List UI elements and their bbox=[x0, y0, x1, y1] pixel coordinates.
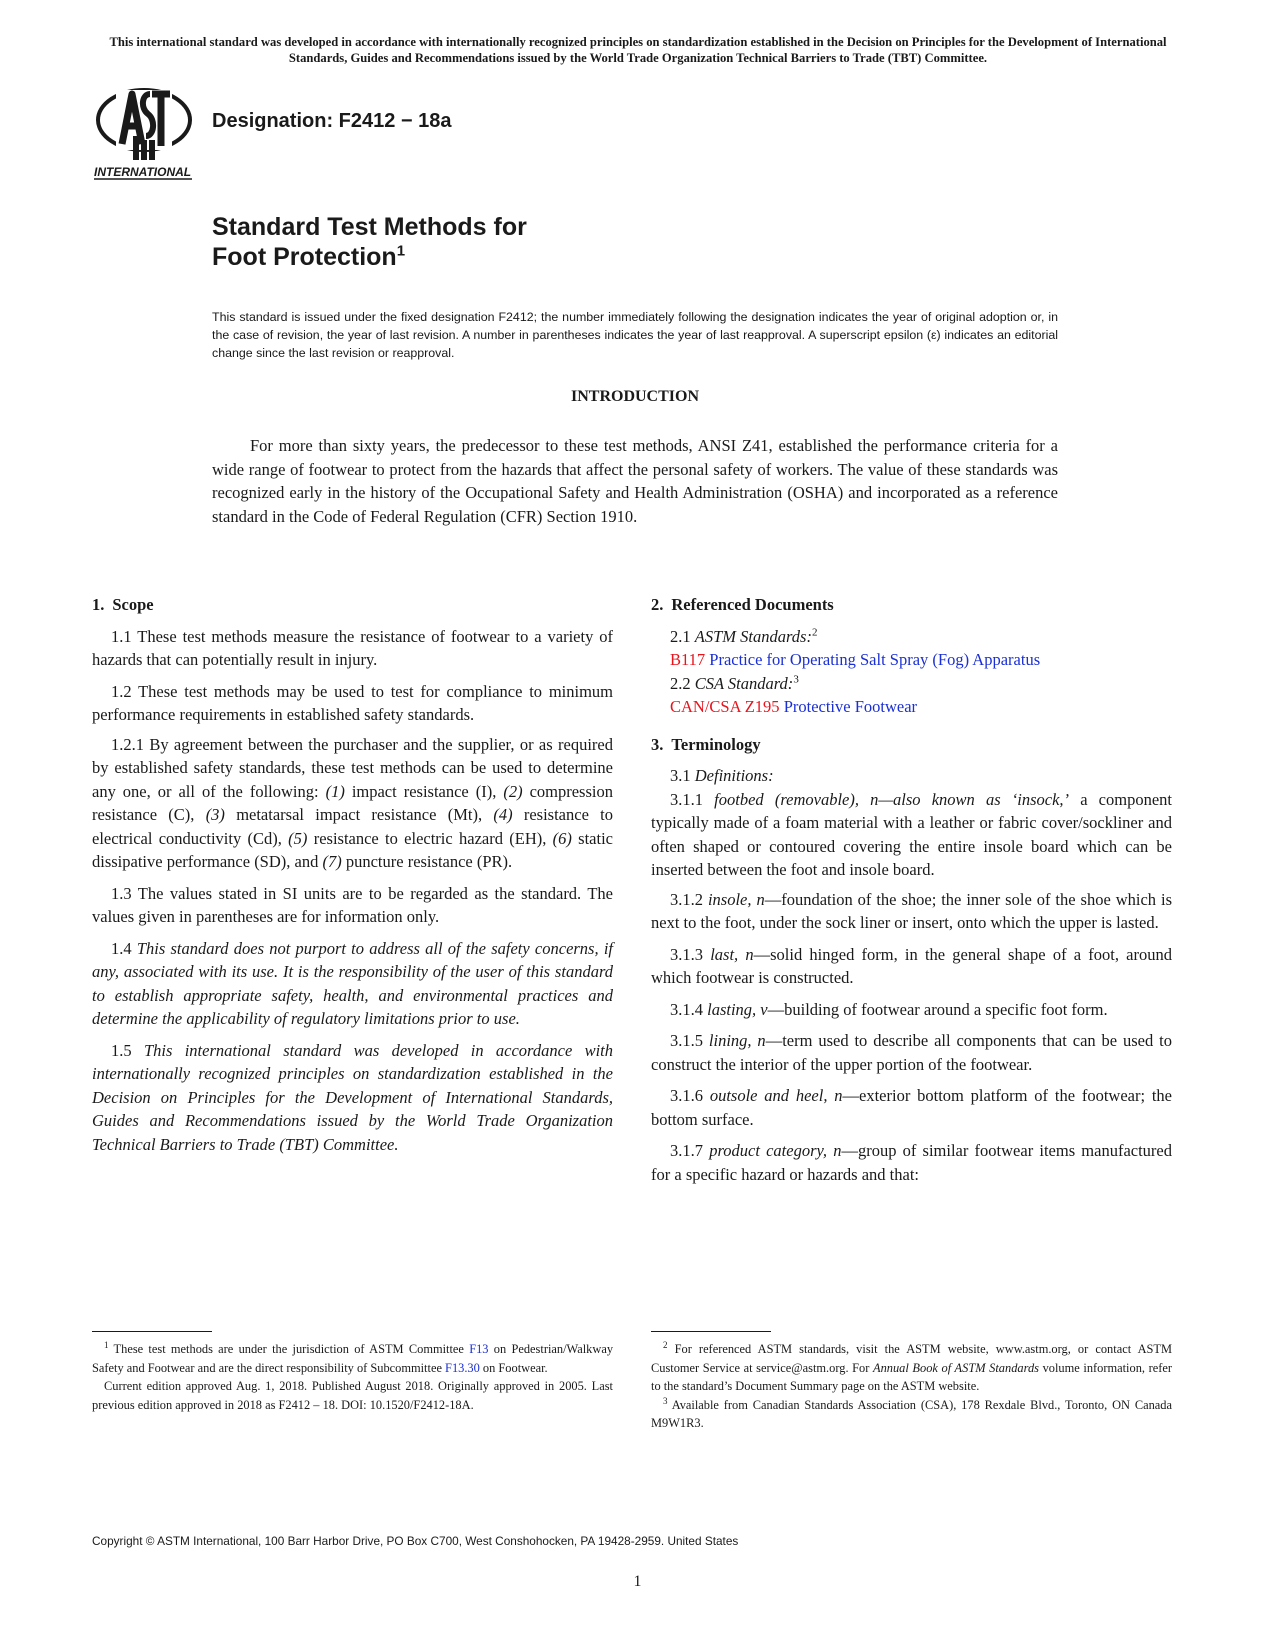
footnote-3-mark: 3 bbox=[663, 1395, 668, 1406]
list-text: impact resistance (I), bbox=[344, 781, 504, 801]
list-text: puncture resistance (PR). bbox=[341, 852, 513, 871]
footnote-3-text: Available from Canadian Standards Association (CSA), 178 Rexdale Blvd., Toronto, ON Canada M9W1R3. bbox=[651, 1397, 1172, 1430]
copyright: Copyright © ASTM International, 100 Barr Harbor Drive, PO Box C700, West Conshohocken, PA 19428-2959. United States bbox=[92, 1534, 739, 1548]
introduction-heading: INTRODUCTION bbox=[570, 388, 699, 405]
definitions-number: 3.1 bbox=[670, 766, 695, 785]
definition-term: product category, n bbox=[709, 1141, 842, 1160]
definition-text: —exterior bottom platform of the footwear; the bottom surface. bbox=[651, 1086, 1173, 1129]
right-column bbox=[651, 593, 1172, 1194]
designation: Designation: F2412 − 18a bbox=[212, 110, 452, 132]
definition-term: insole, n bbox=[707, 889, 765, 909]
definition-number: 3.1.7 bbox=[670, 1141, 710, 1160]
footnote-3 bbox=[651, 1396, 1172, 1433]
footnote-2-mark: 2 bbox=[663, 1339, 668, 1350]
issue-note: This standard is issued under the fixed designation F2412; the number immediately following the designation indicates the year of original adoption or, in the case of revision, the year of last revision. A number in parentheses indicates the year of last reapproval. A superscript epsilon (ε) indicates an editorial change since the last revision or reapproval. bbox=[212, 310, 1058, 360]
definition-3-1-3 bbox=[651, 943, 1172, 990]
footnote-2-text: volume information, refer to the standard’s Document Summary page on the ASTM website. bbox=[651, 1360, 1172, 1393]
csa-standard-number: 2.2 bbox=[670, 673, 695, 693]
title-line-2-text: Foot Protection bbox=[212, 243, 397, 271]
definition-number: 3.1.6 bbox=[670, 1086, 710, 1105]
definition-term: footbed (removable), n—also known as ‘insock,’ bbox=[714, 789, 1070, 809]
terminology-title: Terminology bbox=[671, 734, 761, 754]
definition-term: last, n bbox=[710, 944, 754, 964]
list-text: metatarsal impact resistance (Mt), bbox=[224, 805, 494, 824]
definition-number: 3.1.3 bbox=[670, 944, 711, 964]
definition-3-1-2 bbox=[651, 888, 1172, 935]
footnote-rule-left bbox=[92, 1331, 212, 1332]
footnote-1-mark: 1 bbox=[104, 1339, 109, 1350]
title-footnote-mark[interactable]: 1 bbox=[396, 242, 406, 260]
section-1-4-text: This standard does not purport to address all of the safety concerns, if any, associated with its use. It is the responsibility of the user of this standard to establish appropriate safety, health, and environmental practices and determine the applicability of regulatory limitations prior to use. bbox=[92, 938, 613, 1028]
page-number: 1 bbox=[633, 1573, 642, 1590]
definition-number: 3.1.4 bbox=[670, 999, 708, 1019]
terminology-heading bbox=[651, 733, 1172, 757]
list-num: (3) bbox=[205, 805, 225, 824]
definition-term: outsole and heel, n bbox=[709, 1086, 843, 1105]
footnote-ref-2[interactable]: 2 bbox=[811, 626, 818, 638]
definitions-label bbox=[651, 764, 1172, 788]
definition-term: lasting, v bbox=[707, 999, 768, 1019]
definition-text: —term used to describe all components that can be used to construct the interior of the upper portion of the footwear. bbox=[651, 1031, 1172, 1074]
footnote-1-text: on Footwear. bbox=[479, 1360, 548, 1375]
reference-b117 bbox=[651, 648, 1172, 672]
list-num: (6) bbox=[552, 828, 572, 848]
section-1-3: 1.3 The values stated in SI units are to be regarded as the standard. The values given in parentheses are for information only. bbox=[92, 883, 613, 926]
list-text: resistance to electrical conductivity (Cd), bbox=[92, 805, 613, 848]
section-1-1: 1.1 These test methods measure the resistance of footwear to a variety of hazards that can potentially result in injury. bbox=[92, 626, 613, 669]
definitions-text: Definitions: bbox=[694, 766, 774, 785]
scope-heading bbox=[92, 593, 613, 617]
section-1-5-number: 1.5 bbox=[111, 1040, 144, 1060]
document-title bbox=[212, 212, 527, 272]
top-notice: This international standard was developed in accordance with internationally recognized principles on standardization established in the Decision on Principles for the Development of International Standards, Guides and Recommendations issued by the World Trade Organization Technical Barriers to Trade (TBT) Committee. bbox=[109, 35, 1167, 65]
title-line-2 bbox=[212, 242, 527, 272]
list-num: (5) bbox=[288, 828, 308, 848]
definition-text: —building of footwear around a specific foot form. bbox=[767, 999, 1108, 1019]
referenced-documents-title: Referenced Documents bbox=[671, 595, 834, 614]
section-1-4 bbox=[92, 937, 613, 1031]
list-num: (2) bbox=[503, 781, 523, 801]
introduction-text: For more than sixty years, the predecessor to these test methods, ANSI Z41, established the performance criteria for a wide range of footwear to protect from the hazards that affect the personal safety of workers. The value of these standards was recognized early in the history of the Occupational Safety and Health Administration (OSHA) and incorporated as a reference standard in the Code of Federal Regulation (CFR) Section 1910. bbox=[212, 436, 1058, 526]
list-text: compression resistance (C), bbox=[92, 781, 613, 824]
definition-term: lining, n bbox=[708, 1031, 766, 1050]
definition-text: —solid hinged form, in the general shape of a foot, around which footwear is constructed. bbox=[651, 944, 1172, 987]
referenced-documents-heading bbox=[651, 593, 1172, 617]
definition-3-1-1 bbox=[651, 788, 1172, 882]
astm-logo-icon bbox=[92, 84, 196, 180]
definition-3-1-5 bbox=[651, 1029, 1172, 1076]
footnote-1-text: on Pedestrian/Walkway Safety and Footwear and are the direct responsibility of Subcommittee bbox=[92, 1342, 614, 1375]
referenced-documents-number: 2. bbox=[651, 595, 664, 614]
footnote-rule-right bbox=[651, 1331, 771, 1332]
definition-number: 3.1.5 bbox=[670, 1031, 709, 1050]
astm-standards-number: 2.1 bbox=[670, 626, 695, 646]
section-1-5-text: This international standard was developed in accordance with internationally recognized principles on standardization established in the Decision on Principles for the Development of International Standards, Guides and Recommendations issued by the World Trade Organization Technical Barriers to Trade (TBT) Committee. bbox=[92, 1040, 614, 1154]
section-1-2-1-intro: 1.2.1 By agreement between the purchaser and the supplier, or as required by established safety standards, these test methods can be used to determine any one, or all of the following: bbox=[92, 734, 613, 801]
definition-3-1-7 bbox=[651, 1139, 1172, 1186]
csa-standard-label bbox=[651, 672, 1172, 696]
definition-text: a component typically made of a foam material with a leather or fabric cover/sockliner and often shaped or contoured covering the entire insole board which can be inserted between the foot and insole board. bbox=[651, 789, 1173, 879]
footnotes-left bbox=[92, 1340, 613, 1414]
footnote-ref-3[interactable]: 3 bbox=[793, 673, 799, 685]
title-line-1: Standard Test Methods for bbox=[212, 213, 527, 241]
reference-z195 bbox=[651, 695, 1172, 719]
footnote-1 bbox=[92, 1340, 613, 1377]
definition-text: —foundation of the shoe; the inner sole of the shoe which is next to the foot, under the sock liner or insert, onto which the upper is lasted. bbox=[651, 889, 1172, 932]
edition-note: Current edition approved Aug. 1, 2018. Published August 2018. Originally approved in 2005. Last previous edition approved in 2018 as F2412 – 18. DOI: 10.1520/F2412-18A. bbox=[92, 1379, 613, 1412]
z195-title-link[interactable]: Protective Footwear bbox=[783, 697, 918, 716]
list-num: (7) bbox=[322, 852, 342, 871]
astm-standards-text: ASTM Standards: bbox=[694, 626, 812, 646]
list-text: static dissipative performance (SD), and bbox=[92, 828, 613, 871]
scope-number: 1. bbox=[92, 595, 105, 614]
list-text: resistance to electric hazard (EH), bbox=[307, 828, 553, 848]
b117-title-link[interactable]: Practice for Operating Salt Spray (Fog) Apparatus bbox=[709, 650, 1041, 669]
section-1-5 bbox=[92, 1039, 613, 1157]
definition-text: —group of similar footwear items manufactured for a specific hazard or hazards and that: bbox=[651, 1141, 1172, 1184]
terminology-number: 3. bbox=[651, 734, 664, 754]
footnotes-right bbox=[651, 1340, 1172, 1433]
footnote-1-text: These test methods are under the jurisdiction of ASTM Committee bbox=[108, 1342, 470, 1356]
b117-link[interactable]: B117 bbox=[670, 650, 706, 669]
section-1-2: 1.2 These test methods may be used to test for compliance to minimum performance requirements in established safety standards. bbox=[92, 681, 613, 724]
footnote-2-italic: Annual Book of ASTM Standards bbox=[873, 1360, 1039, 1375]
list-num: (4) bbox=[493, 805, 513, 824]
z195-link[interactable]: CAN/CSA Z195 bbox=[670, 697, 780, 716]
section-1-2-1 bbox=[92, 733, 613, 874]
list-num: (1) bbox=[325, 781, 345, 801]
committee-f13-link[interactable]: F13 bbox=[469, 1342, 489, 1356]
astm-standards-label bbox=[651, 625, 1172, 649]
definition-number: 3.1.1 bbox=[670, 789, 715, 809]
definition-number: 3.1.2 bbox=[670, 889, 708, 909]
subcommittee-f13-30-link[interactable]: F13.30 bbox=[445, 1360, 480, 1375]
scope-title: Scope bbox=[112, 595, 154, 614]
definition-3-1-4 bbox=[651, 998, 1172, 1022]
footnote-2 bbox=[651, 1340, 1172, 1396]
logo-text: INTERNATIONAL bbox=[94, 165, 192, 179]
section-1-4-number: 1.4 bbox=[111, 938, 137, 958]
astm-logo bbox=[92, 84, 196, 180]
left-column bbox=[92, 593, 613, 1164]
definition-3-1-6 bbox=[651, 1084, 1172, 1131]
csa-standard-text: CSA Standard: bbox=[694, 673, 794, 693]
footnote-2-text: For referenced ASTM standards, visit the ASTM website, www.astm.org, or contact ASTM Customer Service at service@astm.org. For bbox=[651, 1342, 1172, 1375]
